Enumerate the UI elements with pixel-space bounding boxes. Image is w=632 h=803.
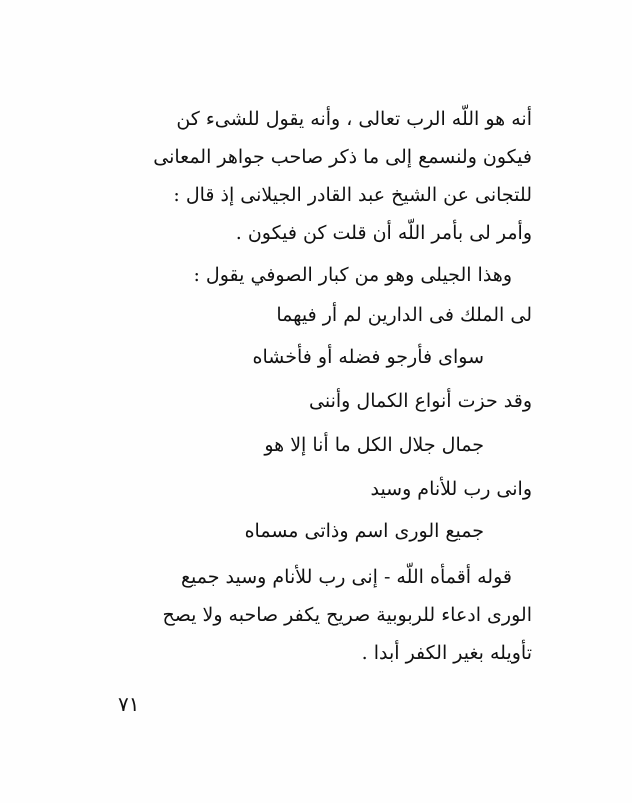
verse-5: وانى رب للأنام وسيد [370,478,532,500]
verse-4: جمال جلال الكل ما أنا إلا هو [264,434,484,456]
paragraph-1-line-4: وأمر لى بأمر اللّه أن قلت كن فيكون . [235,222,532,244]
paragraph-2-line-2: الورى ادعاء للربوبية صريح يكفر صاحبه ولا يصح [162,604,532,626]
intro-line: وهذا الجيلى وهو من كبار الصوفي يقول : [193,264,512,286]
paragraph-1-line-1: أنه هو اللّه الرب تعالى ، وأنه يقول للشىء كن [176,108,532,130]
paragraph-2-line-1: قوله أقمأه اللّه - إنى رب للأنام وسيد جميع [180,566,512,588]
verse-6: جميع الورى اسم وذاتى مسماه [244,520,484,542]
verse-1: لى الملك فى الدارين لم أر فيهما [276,304,532,326]
paragraph-1-line-2: فيكون ولنسمع إلى ما ذكر صاحب جواهر المعانى [153,146,532,168]
paragraph-2-line-3: تأويله بغير الكفر أبدا . [361,642,532,664]
page-number: ٧١ [118,692,140,716]
verse-2: سواى فأرجو فضله أو فأخشاه [252,346,484,368]
verse-3: وقد حزت أنواع الكمال وأننى [309,390,532,412]
paragraph-1-line-3: للتجانى عن الشيخ عبد القادر الجيلانى إذ قال : [173,184,532,206]
